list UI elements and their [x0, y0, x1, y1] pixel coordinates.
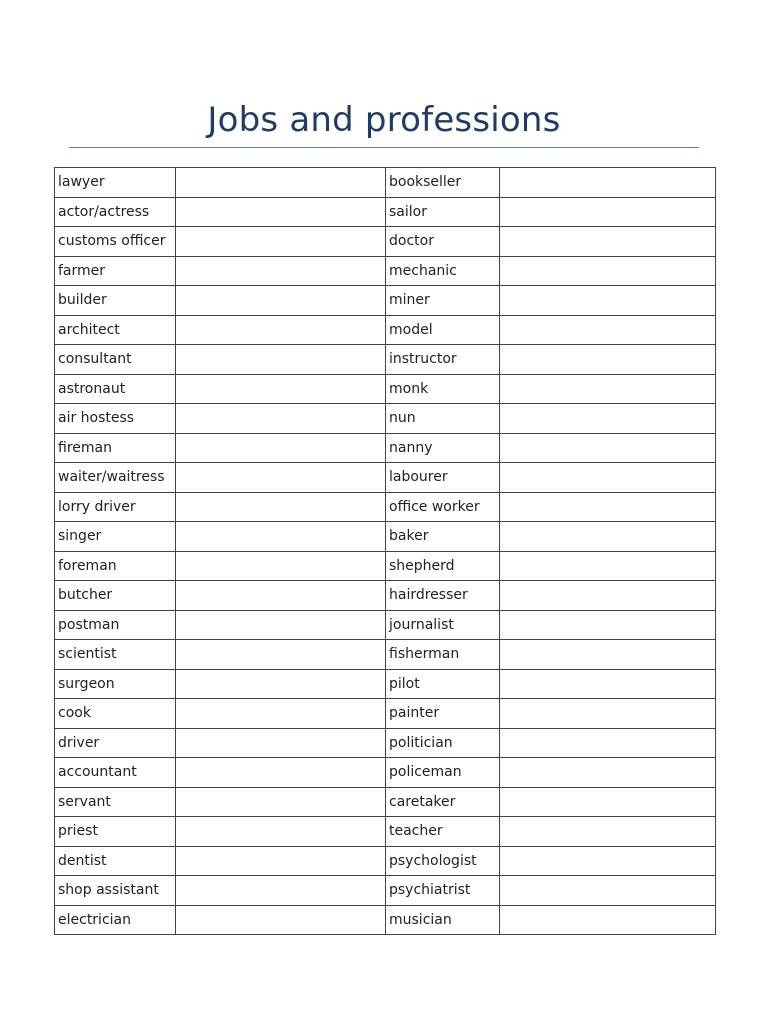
answer-cell-right[interactable] [500, 905, 716, 935]
job-term-left: postman [55, 610, 176, 640]
answer-cell-right[interactable] [500, 433, 716, 463]
job-term-left: air hostess [55, 404, 176, 434]
answer-cell-right[interactable] [500, 581, 716, 611]
job-term-right: doctor [386, 227, 500, 257]
job-term-right: baker [386, 522, 500, 552]
job-term-right: painter [386, 699, 500, 729]
page-title: Jobs and professions [207, 100, 561, 140]
job-term-right: labourer [386, 463, 500, 493]
job-term-left: shop assistant [55, 876, 176, 906]
answer-cell-right[interactable] [500, 374, 716, 404]
job-term-left: actor/actress [55, 197, 176, 227]
table-row [55, 817, 716, 847]
job-term-right: model [386, 315, 500, 345]
answer-cell-left[interactable] [176, 551, 386, 581]
table-row [55, 227, 716, 257]
job-term-right: hairdresser [386, 581, 500, 611]
title-divider [69, 147, 699, 148]
answer-cell-left[interactable] [176, 846, 386, 876]
answer-cell-left[interactable] [176, 610, 386, 640]
job-term-left: architect [55, 315, 176, 345]
answer-cell-right[interactable] [500, 787, 716, 817]
job-term-right: mechanic [386, 256, 500, 286]
job-term-left: builder [55, 286, 176, 316]
job-term-right: pilot [386, 669, 500, 699]
table-row [55, 905, 716, 935]
table-row [55, 758, 716, 788]
answer-cell-right[interactable] [500, 197, 716, 227]
answer-cell-left[interactable] [176, 286, 386, 316]
job-term-left: farmer [55, 256, 176, 286]
answer-cell-right[interactable] [500, 315, 716, 345]
answer-cell-left[interactable] [176, 905, 386, 935]
answer-cell-left[interactable] [176, 404, 386, 434]
answer-cell-left[interactable] [176, 463, 386, 493]
answer-cell-right[interactable] [500, 256, 716, 286]
answer-cell-left[interactable] [176, 728, 386, 758]
job-term-right: miner [386, 286, 500, 316]
answer-cell-left[interactable] [176, 256, 386, 286]
answer-cell-left[interactable] [176, 227, 386, 257]
table-row [55, 551, 716, 581]
table-row [55, 345, 716, 375]
table-row [55, 463, 716, 493]
table-row [55, 522, 716, 552]
answer-cell-left[interactable] [176, 345, 386, 375]
job-term-left: butcher [55, 581, 176, 611]
answer-cell-left[interactable] [176, 669, 386, 699]
table-row [55, 846, 716, 876]
job-term-left: electrician [55, 905, 176, 935]
table-row [55, 787, 716, 817]
table-row [55, 315, 716, 345]
answer-cell-right[interactable] [500, 522, 716, 552]
job-term-left: dentist [55, 846, 176, 876]
answer-cell-right[interactable] [500, 463, 716, 493]
job-term-left: lawyer [55, 168, 176, 198]
answer-cell-right[interactable] [500, 286, 716, 316]
answer-cell-right[interactable] [500, 551, 716, 581]
answer-cell-left[interactable] [176, 433, 386, 463]
answer-cell-left[interactable] [176, 876, 386, 906]
answer-cell-right[interactable] [500, 758, 716, 788]
answer-cell-left[interactable] [176, 787, 386, 817]
job-term-left: fireman [55, 433, 176, 463]
job-term-left: accountant [55, 758, 176, 788]
answer-cell-right[interactable] [500, 640, 716, 670]
answer-cell-right[interactable] [500, 699, 716, 729]
job-term-left: cook [55, 699, 176, 729]
job-term-right: bookseller [386, 168, 500, 198]
jobs-table-body [55, 168, 716, 935]
job-term-left: surgeon [55, 669, 176, 699]
table-row [55, 669, 716, 699]
job-term-left: scientist [55, 640, 176, 670]
table-row [55, 286, 716, 316]
table-row [55, 699, 716, 729]
table-row [55, 256, 716, 286]
table-row [55, 197, 716, 227]
answer-cell-left[interactable] [176, 640, 386, 670]
job-term-right: journalist [386, 610, 500, 640]
job-term-right: monk [386, 374, 500, 404]
table-row [55, 728, 716, 758]
job-term-left: servant [55, 787, 176, 817]
table-row [55, 610, 716, 640]
table-row [55, 404, 716, 434]
answer-cell-left[interactable] [176, 817, 386, 847]
job-term-right: sailor [386, 197, 500, 227]
table-row [55, 876, 716, 906]
answer-cell-right[interactable] [500, 345, 716, 375]
answer-cell-right[interactable] [500, 168, 716, 198]
job-term-left: astronaut [55, 374, 176, 404]
job-term-right: caretaker [386, 787, 500, 817]
answer-cell-left[interactable] [176, 492, 386, 522]
job-term-right: psychiatrist [386, 876, 500, 906]
job-term-right: musician [386, 905, 500, 935]
job-term-left: foreman [55, 551, 176, 581]
table-row [55, 581, 716, 611]
job-term-right: shepherd [386, 551, 500, 581]
job-term-left: singer [55, 522, 176, 552]
answer-cell-left[interactable] [176, 758, 386, 788]
job-term-left: driver [55, 728, 176, 758]
answer-cell-right[interactable] [500, 610, 716, 640]
table-row [55, 168, 716, 198]
jobs-table [54, 167, 716, 935]
job-term-right: office worker [386, 492, 500, 522]
answer-cell-left[interactable] [176, 168, 386, 198]
job-term-right: politician [386, 728, 500, 758]
job-term-left: customs officer [55, 227, 176, 257]
table-row [55, 492, 716, 522]
answer-cell-right[interactable] [500, 404, 716, 434]
job-term-right: policeman [386, 758, 500, 788]
job-term-left: waiter/waitress [55, 463, 176, 493]
answer-cell-right[interactable] [500, 728, 716, 758]
answer-cell-right[interactable] [500, 227, 716, 257]
table-row [55, 433, 716, 463]
answer-cell-right[interactable] [500, 669, 716, 699]
job-term-right: nanny [386, 433, 500, 463]
answer-cell-right[interactable] [500, 846, 716, 876]
answer-cell-left[interactable] [176, 699, 386, 729]
job-term-right: instructor [386, 345, 500, 375]
job-term-right: teacher [386, 817, 500, 847]
answer-cell-left[interactable] [176, 315, 386, 345]
answer-cell-right[interactable] [500, 817, 716, 847]
table-row [55, 374, 716, 404]
answer-cell-left[interactable] [176, 374, 386, 404]
job-term-left: priest [55, 817, 176, 847]
answer-cell-left[interactable] [176, 197, 386, 227]
answer-cell-right[interactable] [500, 492, 716, 522]
job-term-left: consultant [55, 345, 176, 375]
table-row [55, 640, 716, 670]
answer-cell-left[interactable] [176, 522, 386, 552]
job-term-right: nun [386, 404, 500, 434]
job-term-right: psychologist [386, 846, 500, 876]
job-term-left: lorry driver [55, 492, 176, 522]
job-term-right: fisherman [386, 640, 500, 670]
answer-cell-right[interactable] [500, 876, 716, 906]
answer-cell-left[interactable] [176, 581, 386, 611]
